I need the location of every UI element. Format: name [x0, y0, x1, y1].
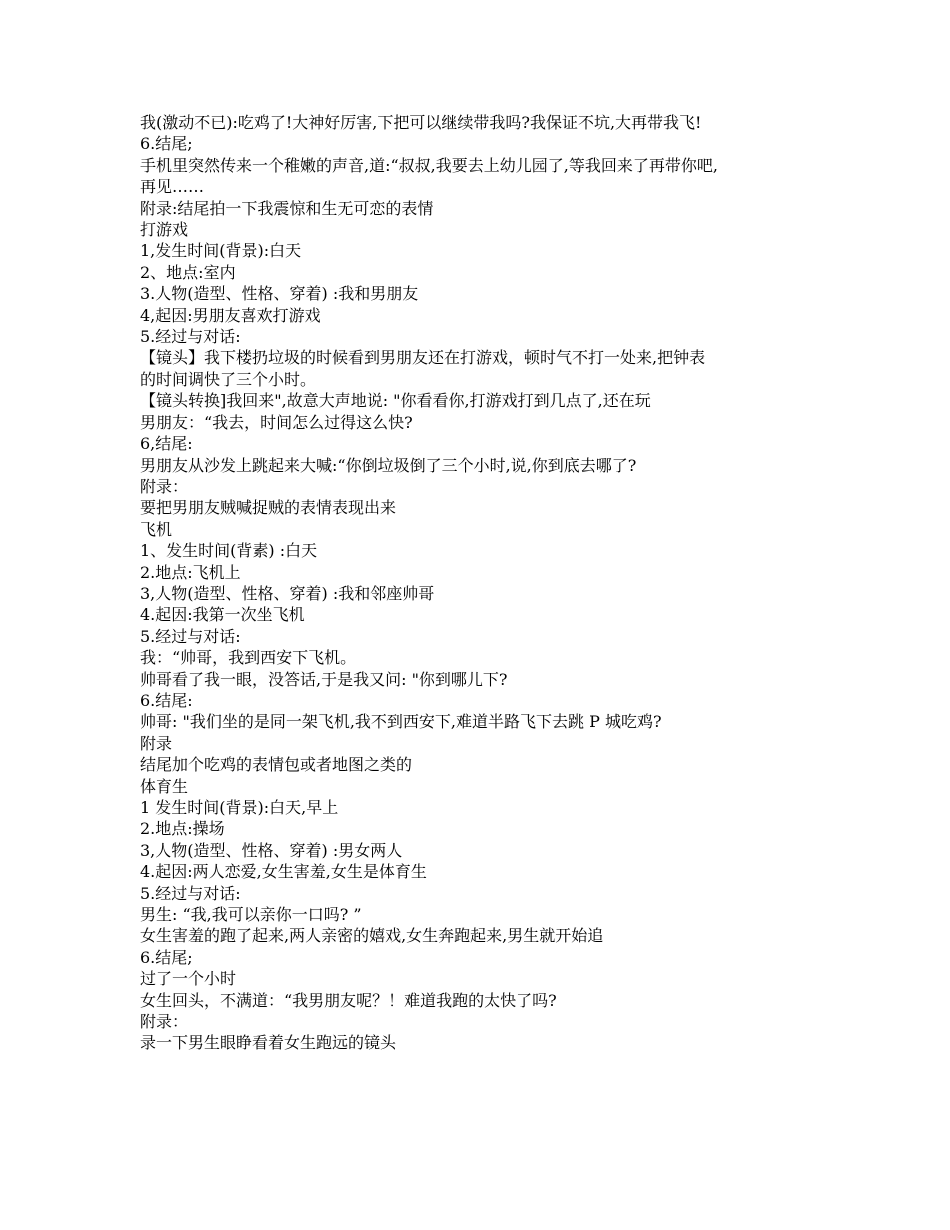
text-line: 女生回头，不满道：“我男朋友呢？！难道我跑的太快了吗? — [140, 990, 557, 1010]
text-line: 帅哥看了我一眼，没答话,于是我又问: "你到哪儿下? — [140, 669, 508, 689]
document-page — [140, 112, 830, 1054]
section-heading: 5.经过与对话: — [140, 883, 241, 903]
text-line: 1、发生时间(背素) :白天 — [140, 541, 318, 561]
text-line: 【镜头转换]我回来",故意大声地说: "你看看你,打游戏打到几点了,还在玩 — [140, 391, 651, 411]
text-line: 录一下男生眼睁看着女生跑远的镜头 — [140, 1033, 397, 1053]
text-line: 女生害羞的跑了起来,两人亲密的嬉戏,女生奔跑起来,男生就开始追 — [140, 926, 604, 946]
text-line: 2.地点:飞机上 — [140, 562, 241, 582]
text-line: 再见…… — [140, 177, 205, 197]
section-heading: 6.结尾: — [140, 690, 193, 710]
section-heading: 5.经过与对话: — [140, 327, 241, 347]
text-line: 我：“帅哥，我到西安下飞机。 — [140, 648, 357, 668]
text-line: 4,起因:男朋友喜欢打游戏 — [140, 305, 321, 325]
section-heading: 6.结尾; — [140, 947, 193, 967]
text-line: 男朋友从沙发上跳起来大喊:“你倒垃圾倒了三个小时,说,你到底去哪了? — [140, 455, 637, 475]
text-line: 男生: “我,我可以亲你一口吗? ” — [140, 905, 362, 925]
section-heading: 5.经过与对话: — [140, 626, 241, 646]
text-line: 结尾加个吃鸡的表情包或者地图之类的 — [140, 755, 413, 775]
text-line: 男朋友：“我去，时间怎么过得这么快? — [140, 412, 413, 432]
text-line: 我(激动不已):吃鸡了!大神好厉害,下把可以继续带我吗?我保证不坑,大再带我飞! — [140, 113, 702, 132]
story-title: 体育生 — [140, 776, 189, 796]
text-line: 的时间调快了三个小时。 — [140, 369, 317, 389]
text-line: 1,发生时间(背景):白天 — [140, 241, 302, 261]
section-heading: 6.结尾; — [140, 134, 193, 154]
text-line: 1 发生时间(背景):白天,早上 — [140, 798, 339, 817]
text-line: 3.人物(造型、性格、穿着) :我和男朋友 — [140, 284, 419, 304]
section-heading: 附录： — [140, 476, 189, 496]
text-line: 帅哥: "我们坐的是同一架飞机,我不到西安下,难道半路飞下去跳 P 城吃鸡? — [140, 712, 662, 732]
story-title: 飞机 — [140, 519, 173, 539]
text-line: 2.地点:操场 — [140, 819, 225, 839]
text-line: 3,人物(造型、性格、穿着) :我和邻座帅哥 — [140, 583, 435, 603]
story-title: 打游戏 — [140, 220, 189, 240]
text-line: 手机里突然传来一个稚嫩的声音,道:“叔叔,我要去上幼儿园了,等我回来了再带你吧, — [140, 155, 718, 175]
section-heading: 6,结尾: — [140, 434, 193, 454]
text-line: 2、地点:室内 — [140, 262, 236, 282]
section-heading: 附录 — [140, 733, 173, 753]
text-line: 要把男朋友贼喊捉贼的表情表现出来 — [140, 498, 397, 518]
section-heading: 附录： — [140, 1012, 189, 1032]
text-line: 4.起因:两人恋爱,女生害羞,女生是体育生 — [140, 862, 427, 882]
text-line: 3,人物(造型、性格、穿着) :男女两人 — [140, 840, 403, 860]
text-line: 【镜头】我下楼扔垃圾的时候看到男朋友还在打游戏，顿时气不打一处来,把钟表 — [140, 348, 706, 368]
text-line: 4.起因:我第一次坐飞机 — [140, 605, 305, 625]
text-line: 附录:结尾拍一下我震惊和生无可恋的表情 — [140, 198, 434, 218]
text-line: 过了一个小时 — [140, 969, 237, 989]
